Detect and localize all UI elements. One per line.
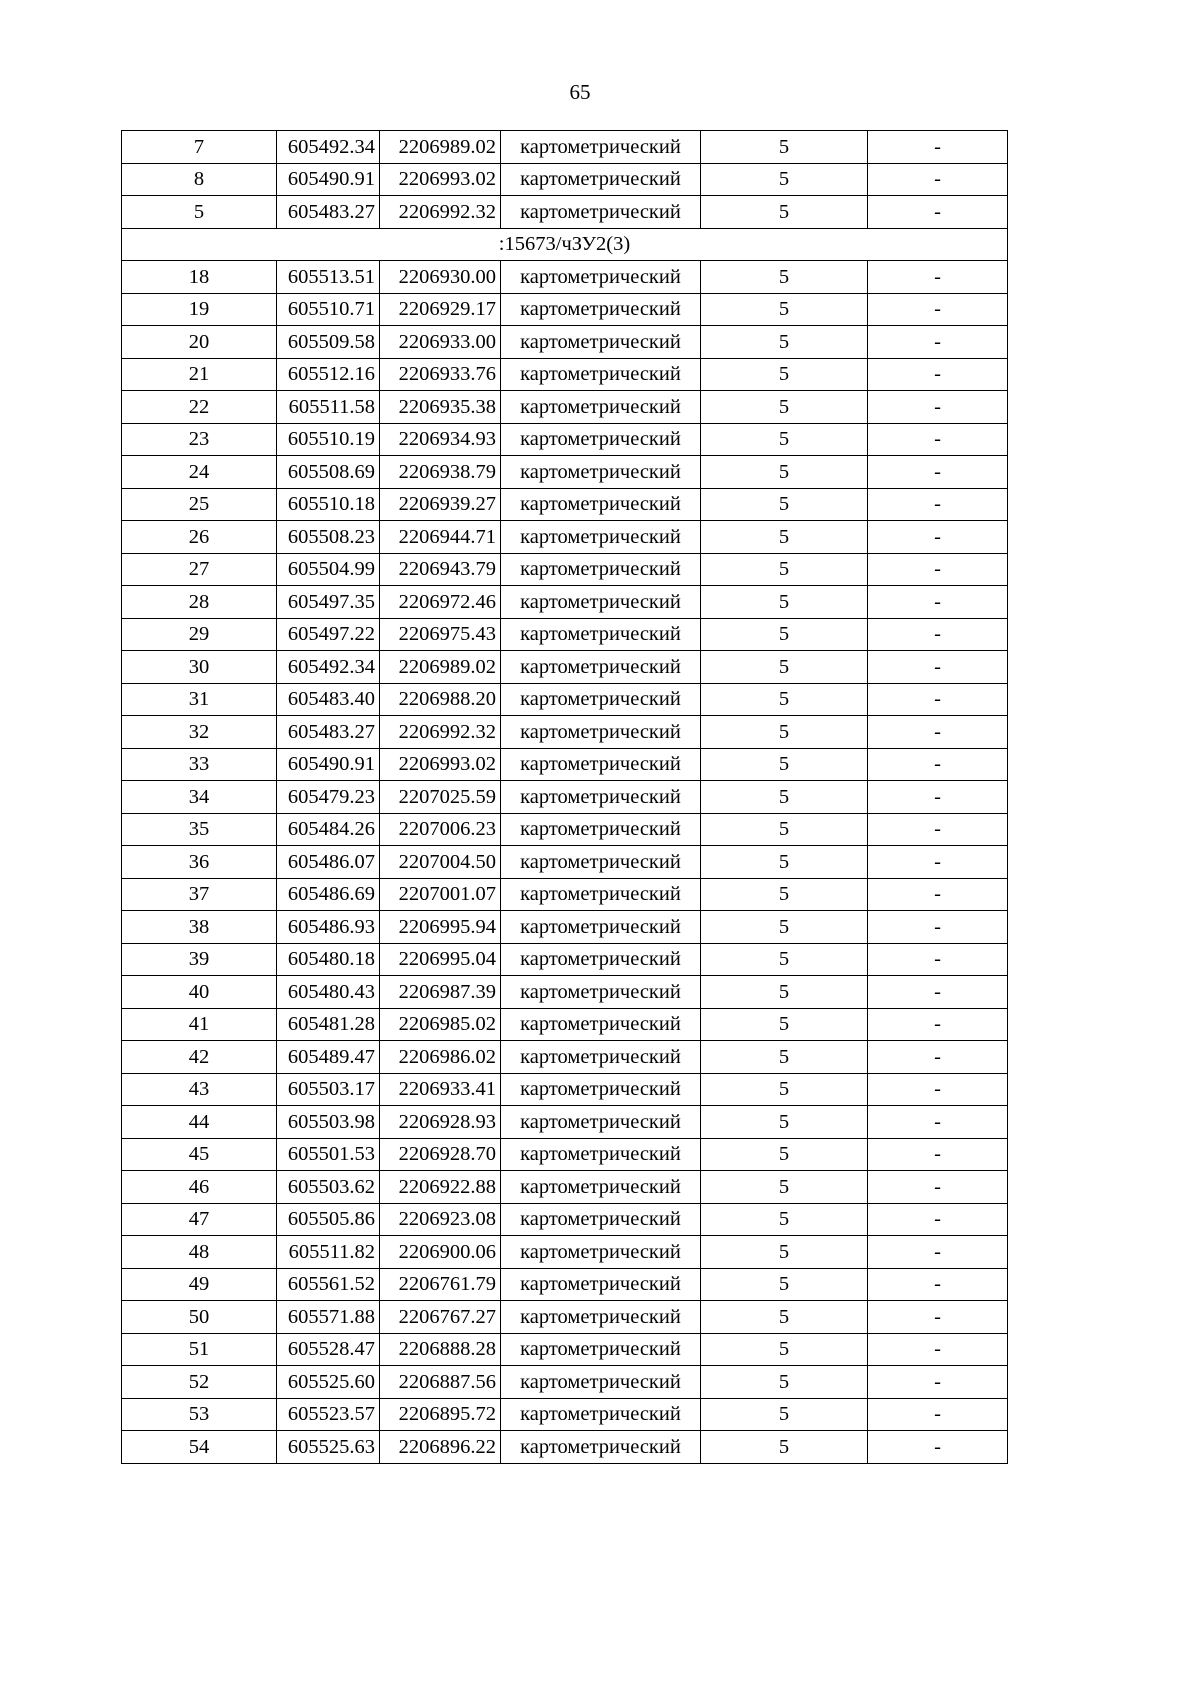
method-cell: картометрический [501, 553, 701, 586]
description-cell: - [868, 748, 1008, 781]
description-cell: - [868, 1301, 1008, 1334]
accuracy-cell: 5 [701, 1041, 868, 1074]
y-coordinate-cell: 2206939.27 [380, 488, 501, 521]
method-cell: картометрический [501, 488, 701, 521]
method-cell: картометрический [501, 813, 701, 846]
table-row [122, 1398, 1008, 1431]
description-cell: - [868, 1366, 1008, 1399]
y-coordinate-cell: 2206986.02 [380, 1041, 501, 1074]
table-row [122, 781, 1008, 814]
method-cell: картометрический [501, 358, 701, 391]
method-cell: картометрический [501, 1041, 701, 1074]
x-coordinate-cell: 605561.52 [277, 1268, 380, 1301]
x-coordinate-cell: 605511.82 [277, 1236, 380, 1269]
method-cell: картометрический [501, 846, 701, 879]
y-coordinate-cell: 2206934.93 [380, 423, 501, 456]
method-cell: картометрический [501, 1106, 701, 1139]
table-row [122, 1008, 1008, 1041]
x-coordinate-cell: 605492.34 [277, 651, 380, 684]
description-cell: - [868, 456, 1008, 489]
x-coordinate-cell: 605512.16 [277, 358, 380, 391]
method-cell: картометрический [501, 1268, 701, 1301]
table-row [122, 846, 1008, 879]
y-coordinate-cell: 2206933.41 [380, 1073, 501, 1106]
x-coordinate-cell: 605513.51 [277, 261, 380, 294]
point-number-cell: 22 [122, 391, 277, 424]
x-coordinate-cell: 605505.86 [277, 1203, 380, 1236]
method-cell: картометрический [501, 163, 701, 196]
description-cell: - [868, 1431, 1008, 1464]
accuracy-cell: 5 [701, 423, 868, 456]
x-coordinate-cell: 605483.27 [277, 196, 380, 229]
y-coordinate-cell: 2206928.93 [380, 1106, 501, 1139]
table-row [122, 683, 1008, 716]
accuracy-cell: 5 [701, 1366, 868, 1399]
table-row [122, 1073, 1008, 1106]
point-number-cell: 20 [122, 326, 277, 359]
method-cell: картометрический [501, 943, 701, 976]
table-row [122, 976, 1008, 1009]
accuracy-cell: 5 [701, 521, 868, 554]
x-coordinate-cell: 605483.40 [277, 683, 380, 716]
accuracy-cell: 5 [701, 943, 868, 976]
accuracy-cell: 5 [701, 131, 868, 164]
page-number: 65 [569, 80, 591, 104]
point-number-cell: 29 [122, 618, 277, 651]
x-coordinate-cell: 605508.69 [277, 456, 380, 489]
accuracy-cell: 5 [701, 456, 868, 489]
table-row [122, 553, 1008, 586]
method-cell: картометрический [501, 326, 701, 359]
method-cell: картометрический [501, 651, 701, 684]
description-cell: - [868, 131, 1008, 164]
table-row [122, 521, 1008, 554]
y-coordinate-cell: 2206987.39 [380, 976, 501, 1009]
method-cell: картометрический [501, 683, 701, 716]
accuracy-cell: 5 [701, 911, 868, 944]
point-number-cell: 36 [122, 846, 277, 879]
y-coordinate-cell: 2206995.04 [380, 943, 501, 976]
description-cell: - [868, 1236, 1008, 1269]
description-cell: - [868, 196, 1008, 229]
description-cell: - [868, 846, 1008, 879]
description-cell: - [868, 293, 1008, 326]
y-coordinate-cell: 2207006.23 [380, 813, 501, 846]
point-number-cell: 52 [122, 1366, 277, 1399]
y-coordinate-cell: 2206988.20 [380, 683, 501, 716]
method-cell: картометрический [501, 1431, 701, 1464]
description-cell: - [868, 618, 1008, 651]
accuracy-cell: 5 [701, 261, 868, 294]
x-coordinate-cell: 605486.93 [277, 911, 380, 944]
description-cell: - [868, 878, 1008, 911]
coordinates-table-body [122, 131, 1008, 1464]
description-cell: - [868, 586, 1008, 619]
description-cell: - [868, 813, 1008, 846]
y-coordinate-cell: 2206923.08 [380, 1203, 501, 1236]
description-cell: - [868, 358, 1008, 391]
table-row [122, 1171, 1008, 1204]
x-coordinate-cell: 605525.60 [277, 1366, 380, 1399]
description-cell: - [868, 716, 1008, 749]
x-coordinate-cell: 605510.19 [277, 423, 380, 456]
point-number-cell: 24 [122, 456, 277, 489]
table-row [122, 196, 1008, 229]
x-coordinate-cell: 605483.27 [277, 716, 380, 749]
point-number-cell: 47 [122, 1203, 277, 1236]
accuracy-cell: 5 [701, 846, 868, 879]
section-title: :15673/чЗУ2(3) [122, 228, 1008, 261]
method-cell: картометрический [501, 293, 701, 326]
x-coordinate-cell: 605503.17 [277, 1073, 380, 1106]
point-number-cell: 44 [122, 1106, 277, 1139]
method-cell: картометрический [501, 618, 701, 651]
description-cell: - [868, 1041, 1008, 1074]
y-coordinate-cell: 2206938.79 [380, 456, 501, 489]
y-coordinate-cell: 2206992.32 [380, 716, 501, 749]
accuracy-cell: 5 [701, 716, 868, 749]
method-cell: картометрический [501, 1171, 701, 1204]
description-cell: - [868, 488, 1008, 521]
point-number-cell: 54 [122, 1431, 277, 1464]
x-coordinate-cell: 605511.58 [277, 391, 380, 424]
accuracy-cell: 5 [701, 781, 868, 814]
y-coordinate-cell: 2206888.28 [380, 1333, 501, 1366]
point-number-cell: 5 [122, 196, 277, 229]
point-number-cell: 32 [122, 716, 277, 749]
table-row [122, 878, 1008, 911]
x-coordinate-cell: 605480.18 [277, 943, 380, 976]
point-number-cell: 43 [122, 1073, 277, 1106]
description-cell: - [868, 521, 1008, 554]
accuracy-cell: 5 [701, 1333, 868, 1366]
y-coordinate-cell: 2206993.02 [380, 748, 501, 781]
x-coordinate-cell: 605503.62 [277, 1171, 380, 1204]
table-row [122, 813, 1008, 846]
accuracy-cell: 5 [701, 391, 868, 424]
y-coordinate-cell: 2206993.02 [380, 163, 501, 196]
method-cell: картометрический [501, 1203, 701, 1236]
table-row [122, 391, 1008, 424]
y-coordinate-cell: 2206900.06 [380, 1236, 501, 1269]
description-cell: - [868, 326, 1008, 359]
description-cell: - [868, 1333, 1008, 1366]
point-number-cell: 50 [122, 1301, 277, 1334]
x-coordinate-cell: 605510.18 [277, 488, 380, 521]
description-cell: - [868, 1203, 1008, 1236]
x-coordinate-cell: 605525.63 [277, 1431, 380, 1464]
table-row [122, 1366, 1008, 1399]
accuracy-cell: 5 [701, 1171, 868, 1204]
accuracy-cell: 5 [701, 813, 868, 846]
point-number-cell: 34 [122, 781, 277, 814]
section-row [122, 228, 1008, 261]
method-cell: картометрический [501, 391, 701, 424]
point-number-cell: 30 [122, 651, 277, 684]
y-coordinate-cell: 2206928.70 [380, 1138, 501, 1171]
point-number-cell: 28 [122, 586, 277, 619]
point-number-cell: 37 [122, 878, 277, 911]
point-number-cell: 21 [122, 358, 277, 391]
point-number-cell: 38 [122, 911, 277, 944]
y-coordinate-cell: 2206989.02 [380, 131, 501, 164]
accuracy-cell: 5 [701, 1073, 868, 1106]
description-cell: - [868, 1073, 1008, 1106]
method-cell: картометрический [501, 196, 701, 229]
y-coordinate-cell: 2207001.07 [380, 878, 501, 911]
y-coordinate-cell: 2206972.46 [380, 586, 501, 619]
x-coordinate-cell: 605497.22 [277, 618, 380, 651]
method-cell: картометрический [501, 456, 701, 489]
accuracy-cell: 5 [701, 358, 868, 391]
x-coordinate-cell: 605497.35 [277, 586, 380, 619]
x-coordinate-cell: 605504.99 [277, 553, 380, 586]
accuracy-cell: 5 [701, 1431, 868, 1464]
method-cell: картометрический [501, 976, 701, 1009]
method-cell: картометрический [501, 131, 701, 164]
method-cell: картометрический [501, 1138, 701, 1171]
accuracy-cell: 5 [701, 1236, 868, 1269]
table-row [122, 1268, 1008, 1301]
y-coordinate-cell: 2206929.17 [380, 293, 501, 326]
y-coordinate-cell: 2206895.72 [380, 1398, 501, 1431]
table-row [122, 1301, 1008, 1334]
accuracy-cell: 5 [701, 748, 868, 781]
description-cell: - [868, 1398, 1008, 1431]
method-cell: картометрический [501, 1366, 701, 1399]
x-coordinate-cell: 605523.57 [277, 1398, 380, 1431]
table-row [122, 1041, 1008, 1074]
table-row [122, 1203, 1008, 1236]
point-number-cell: 23 [122, 423, 277, 456]
method-cell: картометрический [501, 1398, 701, 1431]
method-cell: картометрический [501, 781, 701, 814]
description-cell: - [868, 911, 1008, 944]
table-row [122, 911, 1008, 944]
method-cell: картометрический [501, 261, 701, 294]
point-number-cell: 31 [122, 683, 277, 716]
method-cell: картометрический [501, 1301, 701, 1334]
x-coordinate-cell: 605484.26 [277, 813, 380, 846]
accuracy-cell: 5 [701, 1301, 868, 1334]
y-coordinate-cell: 2206887.56 [380, 1366, 501, 1399]
x-coordinate-cell: 605503.98 [277, 1106, 380, 1139]
accuracy-cell: 5 [701, 683, 868, 716]
point-number-cell: 46 [122, 1171, 277, 1204]
method-cell: картометрический [501, 878, 701, 911]
x-coordinate-cell: 605489.47 [277, 1041, 380, 1074]
x-coordinate-cell: 605486.69 [277, 878, 380, 911]
y-coordinate-cell: 2206930.00 [380, 261, 501, 294]
point-number-cell: 39 [122, 943, 277, 976]
description-cell: - [868, 1008, 1008, 1041]
y-coordinate-cell: 2206933.00 [380, 326, 501, 359]
y-coordinate-cell: 2206989.02 [380, 651, 501, 684]
description-cell: - [868, 391, 1008, 424]
point-number-cell: 25 [122, 488, 277, 521]
table-row [122, 131, 1008, 164]
table-row [122, 1236, 1008, 1269]
point-number-cell: 18 [122, 261, 277, 294]
table-row [122, 618, 1008, 651]
description-cell: - [868, 651, 1008, 684]
x-coordinate-cell: 605492.34 [277, 131, 380, 164]
x-coordinate-cell: 605490.91 [277, 748, 380, 781]
point-number-cell: 26 [122, 521, 277, 554]
table-row [122, 943, 1008, 976]
accuracy-cell: 5 [701, 196, 868, 229]
y-coordinate-cell: 2206943.79 [380, 553, 501, 586]
point-number-cell: 42 [122, 1041, 277, 1074]
accuracy-cell: 5 [701, 163, 868, 196]
y-coordinate-cell: 2206922.88 [380, 1171, 501, 1204]
table-row [122, 488, 1008, 521]
method-cell: картометрический [501, 1073, 701, 1106]
table-row [122, 1106, 1008, 1139]
description-cell: - [868, 781, 1008, 814]
coordinates-table [121, 130, 1008, 1464]
table-row [122, 748, 1008, 781]
y-coordinate-cell: 2206975.43 [380, 618, 501, 651]
y-coordinate-cell: 2206896.22 [380, 1431, 501, 1464]
point-number-cell: 8 [122, 163, 277, 196]
x-coordinate-cell: 605510.71 [277, 293, 380, 326]
accuracy-cell: 5 [701, 878, 868, 911]
method-cell: картометрический [501, 1333, 701, 1366]
x-coordinate-cell: 605490.91 [277, 163, 380, 196]
method-cell: картометрический [501, 1236, 701, 1269]
accuracy-cell: 5 [701, 1203, 868, 1236]
x-coordinate-cell: 605479.23 [277, 781, 380, 814]
method-cell: картометрический [501, 586, 701, 619]
point-number-cell: 49 [122, 1268, 277, 1301]
table-row [122, 358, 1008, 391]
description-cell: - [868, 1138, 1008, 1171]
table-row [122, 1138, 1008, 1171]
accuracy-cell: 5 [701, 1268, 868, 1301]
description-cell: - [868, 423, 1008, 456]
point-number-cell: 40 [122, 976, 277, 1009]
accuracy-cell: 5 [701, 553, 868, 586]
description-cell: - [868, 1106, 1008, 1139]
table-row [122, 423, 1008, 456]
description-cell: - [868, 943, 1008, 976]
method-cell: картометрический [501, 748, 701, 781]
y-coordinate-cell: 2206761.79 [380, 1268, 501, 1301]
table-row [122, 716, 1008, 749]
point-number-cell: 35 [122, 813, 277, 846]
y-coordinate-cell: 2207004.50 [380, 846, 501, 879]
table-row [122, 1333, 1008, 1366]
accuracy-cell: 5 [701, 1008, 868, 1041]
table-row [122, 326, 1008, 359]
accuracy-cell: 5 [701, 293, 868, 326]
point-number-cell: 48 [122, 1236, 277, 1269]
x-coordinate-cell: 605509.58 [277, 326, 380, 359]
table-row [122, 293, 1008, 326]
description-cell: - [868, 1171, 1008, 1204]
x-coordinate-cell: 605501.53 [277, 1138, 380, 1171]
y-coordinate-cell: 2206933.76 [380, 358, 501, 391]
x-coordinate-cell: 605528.47 [277, 1333, 380, 1366]
x-coordinate-cell: 605486.07 [277, 846, 380, 879]
x-coordinate-cell: 605481.28 [277, 1008, 380, 1041]
y-coordinate-cell: 2206767.27 [380, 1301, 501, 1334]
table-row [122, 261, 1008, 294]
point-number-cell: 53 [122, 1398, 277, 1431]
description-cell: - [868, 163, 1008, 196]
description-cell: - [868, 261, 1008, 294]
y-coordinate-cell: 2206985.02 [380, 1008, 501, 1041]
y-coordinate-cell: 2206935.38 [380, 391, 501, 424]
description-cell: - [868, 1268, 1008, 1301]
accuracy-cell: 5 [701, 488, 868, 521]
y-coordinate-cell: 2206995.94 [380, 911, 501, 944]
accuracy-cell: 5 [701, 1138, 868, 1171]
point-number-cell: 45 [122, 1138, 277, 1171]
table-row [122, 163, 1008, 196]
y-coordinate-cell: 2206944.71 [380, 521, 501, 554]
point-number-cell: 27 [122, 553, 277, 586]
y-coordinate-cell: 2207025.59 [380, 781, 501, 814]
method-cell: картометрический [501, 423, 701, 456]
table-row [122, 1431, 1008, 1464]
y-coordinate-cell: 2206992.32 [380, 196, 501, 229]
table-row [122, 651, 1008, 684]
x-coordinate-cell: 605480.43 [277, 976, 380, 1009]
accuracy-cell: 5 [701, 651, 868, 684]
point-number-cell: 7 [122, 131, 277, 164]
point-number-cell: 33 [122, 748, 277, 781]
method-cell: картометрический [501, 716, 701, 749]
point-number-cell: 41 [122, 1008, 277, 1041]
description-cell: - [868, 683, 1008, 716]
table-row [122, 456, 1008, 489]
description-cell: - [868, 553, 1008, 586]
method-cell: картометрический [501, 911, 701, 944]
accuracy-cell: 5 [701, 1398, 868, 1431]
table-row [122, 586, 1008, 619]
x-coordinate-cell: 605571.88 [277, 1301, 380, 1334]
x-coordinate-cell: 605508.23 [277, 521, 380, 554]
accuracy-cell: 5 [701, 618, 868, 651]
accuracy-cell: 5 [701, 586, 868, 619]
accuracy-cell: 5 [701, 1106, 868, 1139]
point-number-cell: 19 [122, 293, 277, 326]
point-number-cell: 51 [122, 1333, 277, 1366]
method-cell: картометрический [501, 1008, 701, 1041]
method-cell: картометрический [501, 521, 701, 554]
description-cell: - [868, 976, 1008, 1009]
accuracy-cell: 5 [701, 326, 868, 359]
accuracy-cell: 5 [701, 976, 868, 1009]
